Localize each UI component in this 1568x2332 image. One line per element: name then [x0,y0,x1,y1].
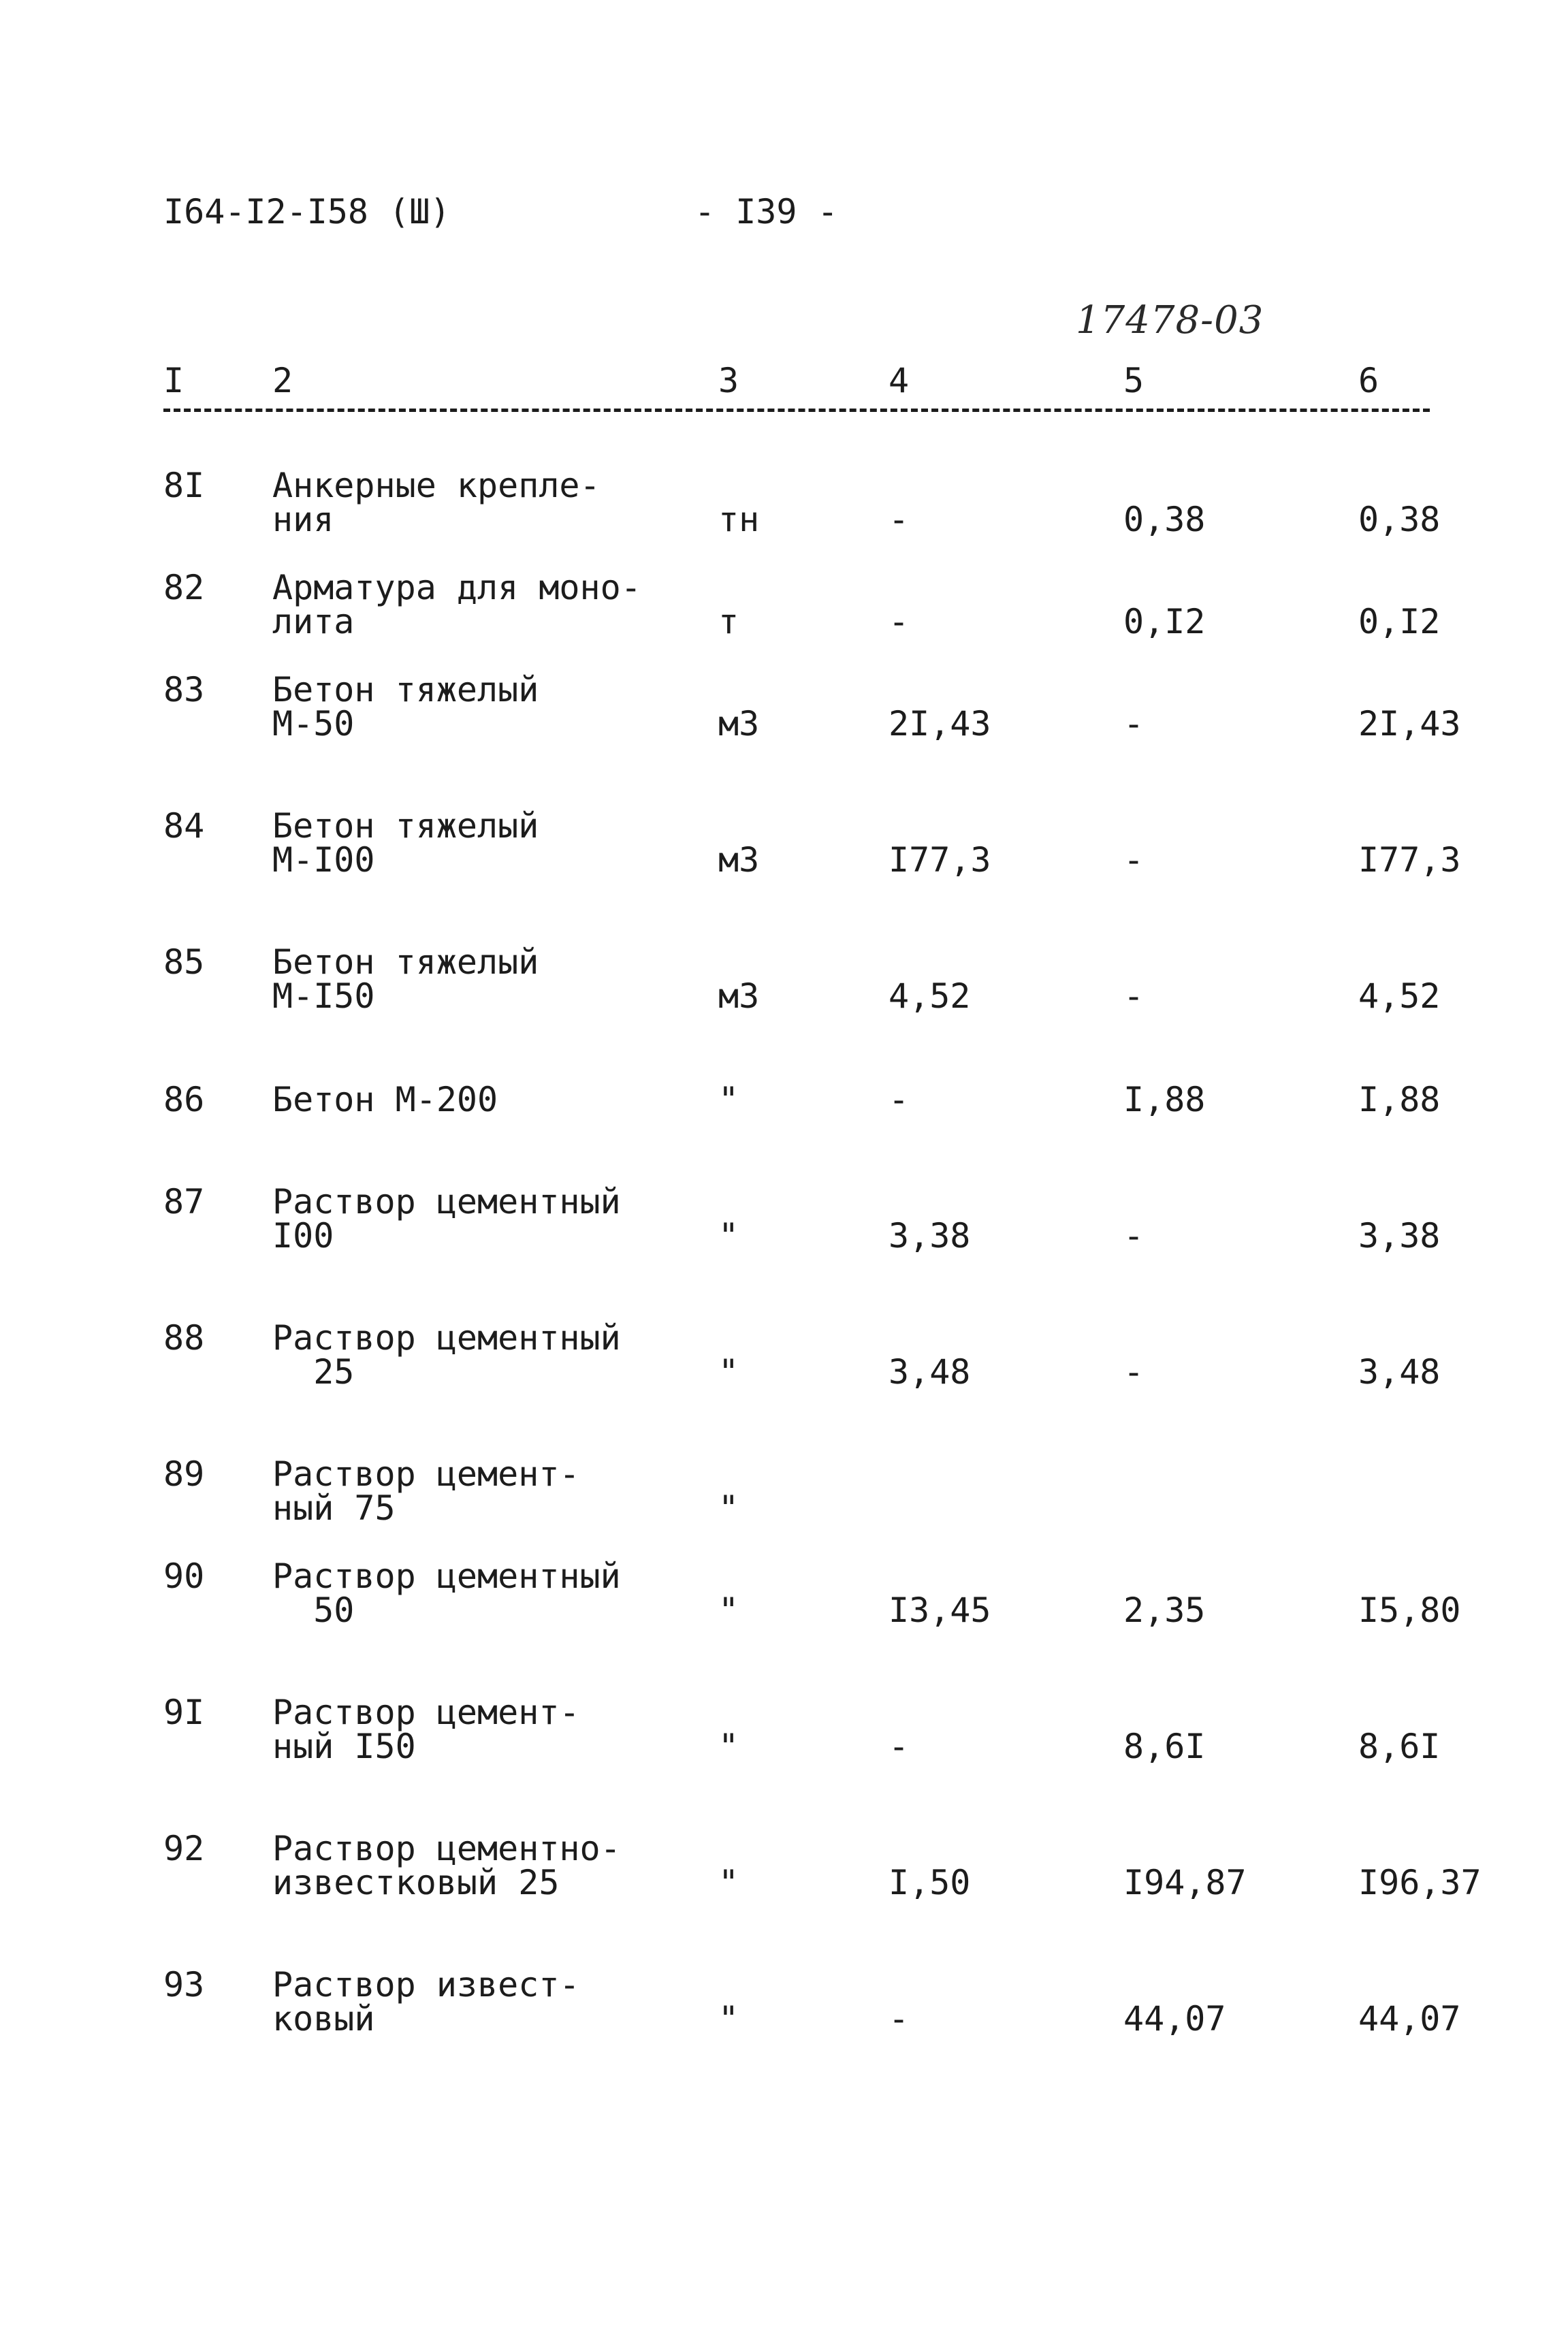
item-name: Анкерные крепле- ния [272,466,601,539]
column-header-1: I [163,361,185,400]
item-name: Раствор цементный 25 [272,1318,621,1392]
item-name: Бетон тяжелый М-50 [272,670,539,744]
row-number: 93 [163,1965,205,2004]
unit: " [718,1216,739,1256]
row-number: 90 [163,1556,205,1596]
unit: " [718,1080,739,1119]
col5-value: - [1123,704,1145,744]
col5-value: - [1123,1216,1145,1256]
row-number: 83 [163,670,205,709]
col6-value: I5,80 [1358,1591,1461,1630]
unit: м3 [718,840,760,880]
col4-value: - [889,602,910,641]
unit: " [718,1727,739,1766]
col5-value: - [1123,1352,1145,1392]
item-name: Бетон М-200 [272,1080,498,1119]
col5-value: - [1123,840,1145,880]
item-name: Арматура для моно- лита [272,568,641,641]
col5-value: 2,35 [1123,1591,1206,1630]
unit: м3 [718,704,760,744]
row-number: 87 [163,1182,205,1221]
item-name: Раствор цементно- известковый 25 [272,1829,621,1902]
unit: " [718,1488,739,1528]
column-header-3: 3 [718,361,739,400]
row-number: 9I [163,1693,205,1732]
column-header-5: 5 [1123,361,1145,400]
table-row [0,1318,1568,1423]
item-name: Раствор цементный I00 [272,1182,621,1256]
col4-value: - [889,500,910,539]
table-row [0,1695,1568,1798]
col4-value: 2I,43 [889,704,991,744]
table-row [0,1556,1568,1661]
col4-value: I,50 [889,1863,971,1902]
row-number: 84 [163,806,205,846]
col4-value: - [889,1080,910,1119]
table-row [0,468,1568,571]
row-number: 86 [163,1080,205,1119]
item-name: Раствор цемент- ный 75 [272,1454,580,1528]
col6-value: I96,37 [1358,1863,1482,1902]
unit: м3 [718,976,760,1016]
item-name: Бетон тяжелый М-I50 [272,942,539,1016]
col6-value: I77,3 [1358,840,1461,880]
table-row [0,806,1568,911]
item-name: Раствор цементный 50 [272,1556,621,1630]
table-row [0,1182,1568,1287]
col5-value: 44,07 [1123,1999,1226,2039]
table-row [0,670,1568,775]
page-number: - I39 - [694,192,838,231]
col4-value: 3,38 [889,1216,971,1256]
header-divider [163,409,1430,412]
column-header-6: 6 [1358,361,1379,400]
row-number: 92 [163,1829,205,1868]
col6-value: 3,38 [1358,1216,1441,1256]
row-number: 89 [163,1454,205,1494]
col6-value: 3,48 [1358,1352,1441,1392]
col5-value: I94,87 [1123,1863,1247,1902]
col5-value: 8,6I [1123,1727,1206,1766]
col6-value: 0,38 [1358,500,1441,539]
col4-value: - [889,1999,910,2039]
table-row [0,942,1568,1047]
row-number: 82 [163,568,205,607]
item-name: Раствор извест- ковый [272,1965,580,2039]
col6-value: 0,I2 [1358,602,1441,641]
unit: тн [718,500,760,539]
unit: " [718,1863,739,1902]
col5-value: - [1123,976,1145,1016]
row-number: 88 [163,1318,205,1358]
table-row [0,1454,1568,1559]
col6-value: 4,52 [1358,976,1441,1016]
col5-value: 0,38 [1123,500,1206,539]
row-number: 85 [163,942,205,982]
column-header-2: 2 [272,361,293,400]
col4-value: I77,3 [889,840,991,880]
unit: " [718,1352,739,1392]
col5-value: I,88 [1123,1080,1206,1119]
column-header-4: 4 [889,361,910,400]
unit: " [718,1999,739,2039]
col4-value: I3,45 [889,1591,991,1630]
table-row [0,1080,1568,1185]
col4-value: 4,52 [889,976,971,1016]
item-name: Раствор цемент- ный I50 [272,1693,580,1766]
item-name: Бетон тяжелый М-I00 [272,806,539,880]
col6-value: 2I,43 [1358,704,1461,744]
handwritten-note: 17478-03 [1076,298,1264,342]
table-row [0,1829,1568,1934]
col6-value: 44,07 [1358,1999,1461,2039]
col6-value: I,88 [1358,1080,1441,1119]
col4-value: 3,48 [889,1352,971,1392]
document-code: I64-I2-I58 (Ш) [163,192,451,231]
table-row [0,1965,1568,2070]
unit: т [718,602,739,641]
col4-value: - [889,1727,910,1766]
unit: " [718,1591,739,1630]
row-number: 8I [163,466,205,505]
col6-value: 8,6I [1358,1727,1441,1766]
col5-value: 0,I2 [1123,602,1206,641]
table-row [0,568,1568,673]
